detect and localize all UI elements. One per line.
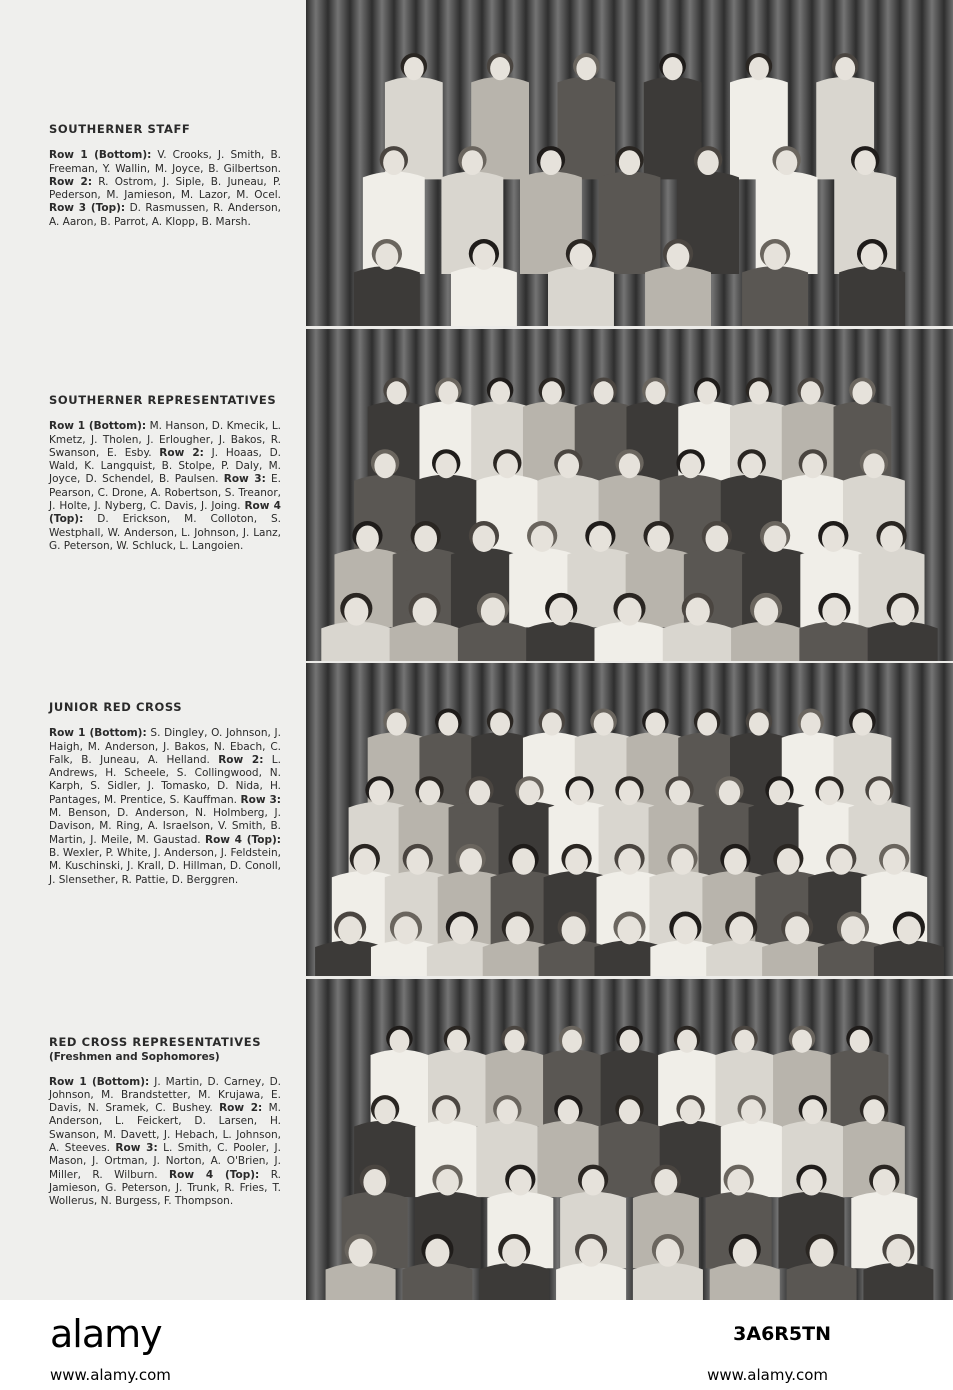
row-label: Row 1 (Bottom): xyxy=(49,1075,150,1088)
student-face xyxy=(497,453,518,478)
student-face xyxy=(565,848,588,874)
student-face xyxy=(855,150,876,175)
student-figure xyxy=(599,1121,661,1198)
student-face xyxy=(562,1030,582,1053)
student-face xyxy=(540,150,561,175)
student-face xyxy=(886,1239,910,1267)
student-figure xyxy=(633,1263,703,1300)
student-figure xyxy=(742,266,808,326)
row-names: R. Jamieson, G. Peterson, J. Trunk, R. Fries, T. Wollerus, N. Burgess, F. Thompson. xyxy=(49,1168,281,1208)
photo-canvas xyxy=(306,979,953,1300)
row-names: L. Smith, C. Pooler, J. Mason, J. Ortman, J. Norton, A. O'Brien, J. Miller, R. Wilburn. xyxy=(49,1142,281,1181)
student-face xyxy=(777,848,800,874)
student-face xyxy=(677,1030,697,1053)
student-face xyxy=(619,150,640,175)
student-face xyxy=(618,848,641,874)
row-names: B. Wexler, P. White, J. Anderson, J. Feldstein, M. Kuschinski, J. Krall, D. Hillman, D. Conoll, J. Slensether, R. Pattie, D. Berggren. xyxy=(49,846,281,886)
student-face xyxy=(497,1099,518,1124)
student-figure xyxy=(594,622,664,661)
student-face xyxy=(390,1030,410,1053)
student-face xyxy=(356,525,379,551)
student-face xyxy=(802,1099,823,1124)
row-names: J. Hoaas, D. Wald, K. Langquist, B. Stolpe, P. Daly, M. Joyce, D. Schendel, B. Paulsen. xyxy=(49,446,281,486)
student-figure xyxy=(710,1263,780,1300)
student-face xyxy=(438,381,458,404)
row-label: Row 1 (Bottom): xyxy=(49,727,147,740)
student-face xyxy=(376,243,399,269)
student-figure xyxy=(479,1263,549,1300)
student-face xyxy=(413,598,437,626)
student-face xyxy=(645,381,665,404)
row-label: Row 2: xyxy=(219,1102,263,1115)
student-face xyxy=(792,1030,812,1053)
student-face xyxy=(542,381,562,404)
group-photo-southerner-staff xyxy=(306,0,953,326)
student-face xyxy=(680,1099,701,1124)
row-names: S. Dingley, O. Johnson, J. Haigh, M. Anderson, J. Bakos, N. Ebach, C. Falk, B. Juneau, A. Helland. xyxy=(49,727,281,766)
student-face xyxy=(800,1169,823,1195)
student-face xyxy=(436,1099,457,1124)
student-face xyxy=(383,150,404,175)
student-face xyxy=(749,57,769,80)
student-face xyxy=(673,916,697,944)
row-label: Row 1 (Bottom): xyxy=(49,420,147,433)
student-face xyxy=(891,598,915,626)
student-face xyxy=(869,780,890,805)
student-face xyxy=(447,1030,467,1053)
student-figure xyxy=(548,266,614,326)
student-face xyxy=(863,453,884,478)
section-subtitle: (Freshmen and Sophomores) xyxy=(49,1051,220,1064)
student-face xyxy=(729,916,753,944)
student-figure xyxy=(321,622,391,661)
student-face xyxy=(667,243,690,269)
student-face xyxy=(669,780,690,805)
student-face xyxy=(645,712,665,735)
student-face xyxy=(569,780,590,805)
student-face xyxy=(570,243,593,269)
student-face xyxy=(802,453,823,478)
row-label: Row 2: xyxy=(159,446,204,459)
row-label: Row 4 (Top): xyxy=(204,833,281,846)
student-face xyxy=(450,916,474,944)
student-face xyxy=(363,1169,386,1195)
student-face xyxy=(850,1030,870,1053)
student-face xyxy=(582,1169,605,1195)
student-face xyxy=(404,57,424,80)
student-face xyxy=(749,381,769,404)
row-label: Row 2: xyxy=(49,175,93,188)
student-figure xyxy=(326,1263,396,1300)
row-names: M. Benson, D. Anderson, N. Holmberg, J. Davison, M. Ring, A. Israelson, V. Smith, B. Martin, J. Meile, M. Gaustad. xyxy=(49,807,281,846)
student-face xyxy=(819,780,840,805)
student-face xyxy=(589,525,612,551)
student-figure xyxy=(526,622,596,661)
photo-canvas xyxy=(306,329,953,661)
student-face xyxy=(374,453,395,478)
section-names xyxy=(49,149,281,229)
student-face xyxy=(897,916,921,944)
row-label: Row 3: xyxy=(223,473,266,486)
student-face xyxy=(769,780,790,805)
row-names: D. Rasmussen, R. Anderson, A. Aaron, B. Parrot, A. Klopp, B. Marsh. xyxy=(49,202,281,228)
row-names: R. Ostrom, J. Siple, B. Juneau, P. Pederson, M. Jamieson, M. Lazor, M. Ocel. xyxy=(49,175,281,202)
caption-column xyxy=(0,0,306,1300)
student-face xyxy=(754,598,778,626)
student-face xyxy=(509,1169,532,1195)
student-face xyxy=(490,712,510,735)
student-face xyxy=(374,1099,395,1124)
student-face xyxy=(835,57,855,80)
section-southerner-representatives xyxy=(49,394,281,553)
student-face xyxy=(519,780,540,805)
student-face xyxy=(490,57,510,80)
row-label: Row 2: xyxy=(218,753,264,766)
group-photo-junior-red-cross xyxy=(306,663,953,976)
student-figure xyxy=(402,1263,472,1300)
student-face xyxy=(512,848,535,874)
student-face xyxy=(647,525,670,551)
photo-canvas xyxy=(306,0,953,326)
student-figure xyxy=(645,266,711,326)
row-names: E. Pearson, C. Drone, A. Robertson, S. Treanor, J. Holte, J. Nyberg, C. Davis, J. Joing. xyxy=(49,473,281,513)
group-photo-southerner-representatives xyxy=(306,329,953,661)
section-southerner-staff xyxy=(49,123,281,229)
student-face xyxy=(880,525,903,551)
student-face xyxy=(741,1099,762,1124)
student-face xyxy=(469,780,490,805)
student-face xyxy=(438,712,458,735)
student-face xyxy=(801,381,821,404)
student-face xyxy=(558,453,579,478)
student-face xyxy=(655,1169,678,1195)
student-face xyxy=(505,1030,525,1053)
student-face xyxy=(619,780,640,805)
student-face xyxy=(462,150,483,175)
row-label: Row 4 (Top): xyxy=(169,1168,260,1181)
section-title: SOUTHERNER STAFF xyxy=(49,122,191,136)
student-figure xyxy=(863,1263,933,1300)
student-face xyxy=(863,1099,884,1124)
student-face xyxy=(502,1239,526,1267)
student-face xyxy=(617,598,641,626)
stock-id: 3A6R5TN xyxy=(733,1323,831,1345)
row-names: V. Crooks, J. Smith, B. Freeman, Y. Wallin, M. Joyce, B. Gilbertson. xyxy=(49,149,281,175)
student-face xyxy=(705,525,728,551)
section-title: RED CROSS REPRESENTATIVES xyxy=(49,1035,262,1049)
photo-canvas xyxy=(306,663,953,976)
student-face xyxy=(506,916,530,944)
student-face xyxy=(861,243,884,269)
student-face xyxy=(764,243,787,269)
row-label: Row 3: xyxy=(115,1142,158,1155)
student-figure xyxy=(557,77,615,179)
row-names: L. Andrews, H. Scheele, S. Collingwood, N. Karph, S. Sidler, J. Tomasko, D. Nida, H. Pantages, M. Prentice, S. Kauffman. xyxy=(49,753,281,806)
student-face xyxy=(697,381,717,404)
student-face xyxy=(490,381,510,404)
watermark-url-left: www.alamy.com xyxy=(50,1366,171,1384)
student-face xyxy=(852,381,872,404)
student-face xyxy=(344,598,368,626)
student-face xyxy=(686,598,710,626)
student-face xyxy=(822,598,846,626)
student-face xyxy=(473,243,496,269)
student-face xyxy=(741,453,762,478)
student-face xyxy=(594,381,614,404)
student-face xyxy=(558,1099,579,1124)
section-names xyxy=(49,727,281,887)
student-face xyxy=(387,712,407,735)
student-face xyxy=(481,598,505,626)
student-face xyxy=(617,916,641,944)
student-figure xyxy=(663,622,733,661)
student-face xyxy=(785,916,809,944)
student-face xyxy=(697,150,718,175)
student-face xyxy=(576,57,596,80)
student-face xyxy=(620,1030,640,1053)
student-face xyxy=(810,1239,834,1267)
student-face xyxy=(419,780,440,805)
student-face xyxy=(801,712,821,735)
student-figure xyxy=(787,1263,857,1300)
student-face xyxy=(724,848,747,874)
student-face xyxy=(749,712,769,735)
student-face xyxy=(562,916,586,944)
student-face xyxy=(459,848,482,874)
student-face xyxy=(338,916,362,944)
row-names: M. Hanson, D. Kmecik, L. Kmetz, J. Tholen, J. Erlougher, J. Bakos, R. Swanson, E. Esby. xyxy=(49,420,282,459)
section-names xyxy=(49,420,281,553)
student-figure xyxy=(354,266,420,326)
student-face xyxy=(414,525,437,551)
student-face xyxy=(619,453,640,478)
student-face xyxy=(735,1030,755,1053)
row-names: M. Anderson, L. Feickert, D. Larsen, H. Swanson, M. Davett, J. Hebach, L. Johnson, A. Steeves. xyxy=(49,1102,281,1155)
student-face xyxy=(733,1239,757,1267)
student-face xyxy=(671,848,694,874)
student-face xyxy=(663,57,683,80)
student-figure xyxy=(868,622,938,661)
row-label: Row 3 (Top): xyxy=(49,202,126,215)
group-photo-red-cross-representatives xyxy=(306,979,953,1300)
student-face xyxy=(436,453,457,478)
watermark-url-right: www.alamy.com xyxy=(707,1366,828,1384)
student-face xyxy=(594,712,614,735)
row-names: J. Martin, D. Carney, D. Johnson, M. Brandstetter, M. Krujawa, E. Davis, N. Sramek, C. Bushey. xyxy=(49,1075,281,1115)
student-figure xyxy=(458,622,528,661)
student-face xyxy=(549,598,573,626)
student-face xyxy=(852,712,872,735)
student-face xyxy=(873,1169,896,1195)
student-figure xyxy=(731,622,801,661)
student-figure xyxy=(799,622,869,661)
student-figure xyxy=(874,940,944,976)
student-face xyxy=(764,525,787,551)
student-face xyxy=(369,780,390,805)
student-face xyxy=(883,848,906,874)
student-figure xyxy=(599,172,661,274)
student-face xyxy=(776,150,797,175)
student-face xyxy=(353,848,376,874)
student-face xyxy=(697,712,717,735)
section-title: SOUTHERNER REPRESENTATIVES xyxy=(49,393,277,407)
row-names: D. Erickson, M. Colloton, S. Westphall, W. Anderson, L. Johnson, J. Lanz, G. Peterson, W. Schluck, L. Langoien. xyxy=(49,513,281,552)
student-figure xyxy=(556,1263,626,1300)
student-figure xyxy=(839,266,905,326)
student-figure xyxy=(451,266,517,326)
section-names xyxy=(49,1076,281,1209)
section-title: JUNIOR RED CROSS xyxy=(49,700,183,714)
student-face xyxy=(406,848,429,874)
row-label: Row 1 (Bottom): xyxy=(49,149,152,162)
student-face xyxy=(619,1099,640,1124)
student-face xyxy=(841,916,865,944)
student-figure xyxy=(644,77,702,179)
student-face xyxy=(719,780,740,805)
row-label: Row 4 (Top): xyxy=(49,500,281,526)
row-label: Row 3: xyxy=(240,793,281,806)
student-face xyxy=(822,525,845,551)
student-face xyxy=(542,712,562,735)
student-face xyxy=(830,848,853,874)
student-face xyxy=(579,1239,603,1267)
student-face xyxy=(425,1239,449,1267)
student-figure xyxy=(390,622,460,661)
student-face xyxy=(349,1239,373,1267)
student-face xyxy=(473,525,496,551)
student-face xyxy=(394,916,418,944)
section-junior-red-cross xyxy=(49,701,281,887)
student-face xyxy=(531,525,554,551)
student-face xyxy=(387,381,407,404)
student-face xyxy=(436,1169,459,1195)
section-red-cross-representatives xyxy=(49,1036,281,1209)
student-face xyxy=(727,1169,750,1195)
student-face xyxy=(656,1239,680,1267)
alamy-logo: alamy xyxy=(50,1312,162,1356)
student-face xyxy=(680,453,701,478)
